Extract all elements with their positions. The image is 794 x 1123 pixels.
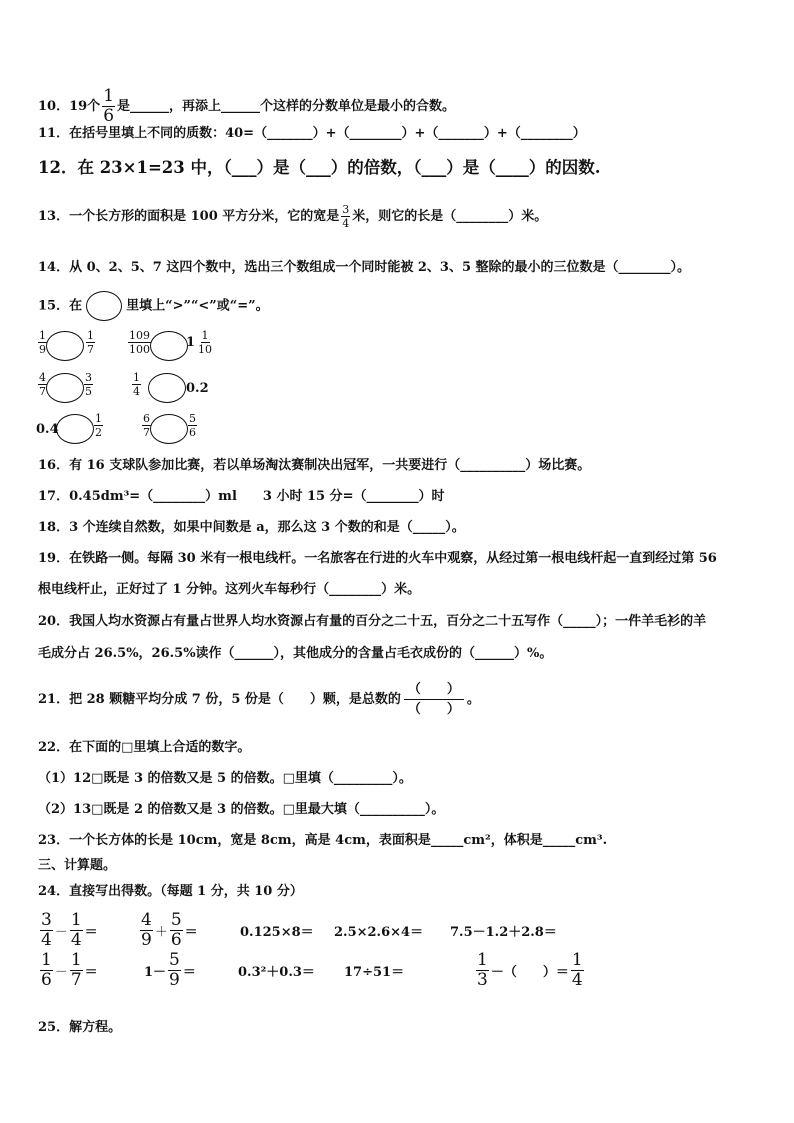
q21-answer-fraction[interactable]: （ ） （ ） (404, 681, 464, 718)
compare-2b-left: $\frac{1}{4}$ (133, 371, 140, 398)
question-23[interactable]: 23．一个长方体的长是 10cm，宽是 8cm，高是 4cm，表面积是_____cm²，体积是_____cm³. (38, 833, 608, 848)
calc-6[interactable]: $\frac{1}{6}$ － $\frac{1}{7}$ ＝ (41, 950, 98, 990)
question-18[interactable]: 18．3 个连续自然数，如果中间数是 a，那么这 3 个数的和是（_____）。 (38, 520, 465, 535)
question-16[interactable]: 16．有 16 支球队参加比赛，若以单场淘汰赛制决出冠军，一共要进行（__________）场比赛。 (38, 458, 591, 473)
calc-9[interactable]: 17÷51＝ (344, 965, 405, 980)
compare-1b-left: $\frac{109}{100}$ (129, 329, 150, 356)
question-20-line2[interactable]: 毛成分占 26.5%，26.5%读作（______），其他成分的含量占毛衣成份的（______）%。 (38, 646, 553, 661)
section-3-title: 三、计算题。 (38, 858, 117, 873)
question-19-line2[interactable]: 根电线杆止，正好过了 1 分钟。这列火车每秒行（________）米。 (38, 582, 421, 597)
compare-circle-3a[interactable] (56, 414, 94, 444)
compare-3b-right: $\frac{5}{6}$ (189, 412, 196, 439)
question-19-line1: 19．在铁路一侧。每隔 30 米有一根电线杆。一名旅客在行进的火车中观察，从经过第一根电线杆起一直到经过第 56 (38, 551, 717, 566)
compare-2a-left: $\frac{4}{7}$ (39, 371, 46, 398)
q10-text[interactable]: 是______，再添上______个这样的分数单位是最小的合数。 (117, 99, 456, 114)
q21-text-post: 。 (466, 692, 480, 707)
q13-fraction: $\frac{3}{4}$ (342, 203, 350, 230)
calc-5[interactable]: 7.5－1.2＋2.8＝ (450, 925, 557, 940)
question-22-sub2[interactable]: （2）13□既是 2 的倍数又是 3 的倍数。□里最大填（__________）。 (38, 802, 445, 817)
question-14[interactable]: 14．从 0、2、5、7 这四个数中，选出三个数组成一个同时能被 2、3、5 整除的最小的三位数是（________）。 (38, 260, 691, 275)
sample-circle (86, 291, 122, 321)
question-21 (38, 680, 480, 720)
question-11[interactable]: 11．在括号里填上不同的质数：40=（_______）+（________）+（_______）+（________） (38, 126, 586, 141)
calc-3[interactable]: 0.125×8＝ (240, 925, 314, 940)
compare-circle-1b[interactable] (150, 331, 188, 361)
calc-10[interactable]: $\frac{1}{3}$ －（ ）＝ $\frac{1}{4}$ (477, 950, 583, 990)
compare-circle-2b[interactable] (148, 373, 186, 403)
question-15 (38, 291, 269, 321)
calc-8[interactable]: 0.3²＋0.3＝ (238, 965, 315, 980)
question-12[interactable]: 12．在 23×1=23 中，（___）是（___）的倍数，（___）是（____）的因数. (38, 158, 601, 177)
question-24: 24．直接写出得数。（每题 1 分，共 10 分） (38, 884, 303, 899)
q13-text-post[interactable]: 米，则它的长是（________）米。 (352, 209, 548, 224)
compare-circle-3b[interactable] (150, 414, 188, 444)
question-22: 22．在下面的□里填上合适的数字。 (38, 740, 251, 755)
question-13 (38, 204, 547, 229)
compare-1b-right: 1 $\frac{1}{10}$ (186, 329, 213, 356)
q10-number: 10．19个 (38, 99, 101, 114)
q10-fraction: $\frac{1}{6}$ (103, 86, 115, 126)
compare-3b-left: $\frac{6}{7}$ (143, 412, 150, 439)
question-20-line1[interactable]: 20．我国人均水资源占有量占世界人均水资源占有量的百分之二十五，百分之二十五写作（_____）；一件羊毛衫的羊 (38, 614, 707, 629)
compare-2b-right: 0.2 (186, 381, 209, 396)
compare-1a-right: $\frac{1}{7}$ (87, 329, 94, 356)
compare-circle-2a[interactable] (46, 373, 84, 403)
compare-3a-right: $\frac{1}{2}$ (95, 412, 102, 439)
calc-2[interactable]: $\frac{4}{9}$ ＋ $\frac{5}{6}$ ＝ (141, 910, 198, 950)
question-25: 25．解方程。 (38, 1020, 122, 1035)
compare-1a-left: $\frac{1}{9}$ (39, 329, 46, 356)
calc-4[interactable]: 2.5×2.6×4＝ (334, 925, 424, 940)
compare-2a-right: $\frac{3}{5}$ (85, 371, 92, 398)
question-10 (38, 88, 455, 125)
question-17[interactable]: 17．0.45dm³=（________）ml 3 小时 15 分=（________）时 (38, 489, 445, 504)
q15-text-pre: 15．在 (38, 298, 83, 314)
calc-1[interactable]: $\frac{3}{4}$ － $\frac{1}{4}$ ＝ (41, 910, 98, 950)
q21-text-pre[interactable]: 21．把 28 颗糖平均分成 7 份，5 份是（ ）颗，是总数的 (38, 692, 401, 707)
compare-circle-1a[interactable] (46, 331, 84, 361)
q13-text-pre: 13．一个长方形的面积是 100 平方分米，它的宽是 (38, 209, 340, 224)
compare-3a-left: 0.4 (36, 422, 59, 437)
q15-text-post: 里填上“>”“<”或“=”。 (126, 298, 269, 314)
question-22-sub1[interactable]: （1）12□既是 3 的倍数又是 5 的倍数。□里填（_________）。 (38, 771, 412, 786)
calc-7[interactable]: 1－ $\frac{5}{9}$ ＝ (144, 950, 196, 990)
